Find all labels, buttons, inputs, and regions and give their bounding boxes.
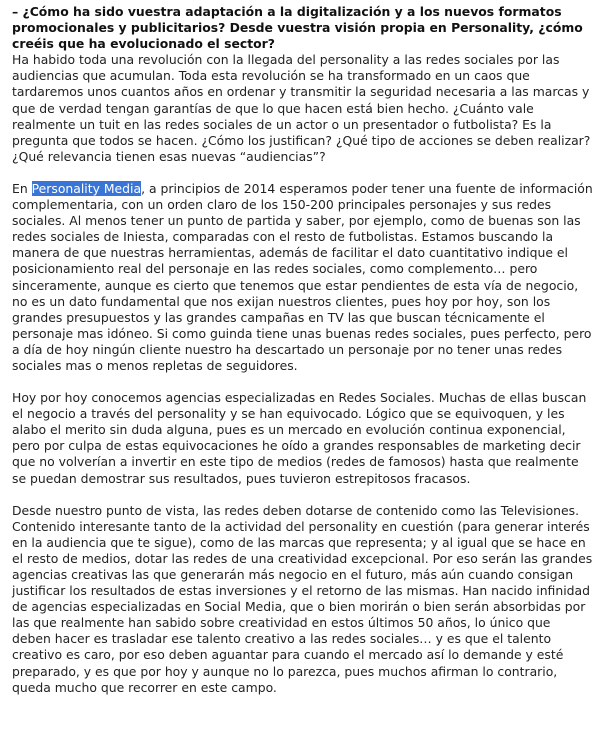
paragraph-2-rest: , a principios de 2014 esperamos poder tener una fuente de información complementaria, con un orden claro de los 150-200 principales personajes y sus redes sociales. Al menos tener un punto de partida y saber, por ejemplo, como de buenas son las redes sociales de Iniesta, comparadas con el resto de futbolistas. Estamos buscando la manera de que nuestras herramientas, además de facilitar el dato cuantitativo indique el posicionamiento real del personaje en las redes sociales, como complemento… pero sinceramente, aunque es cierto que tenemos que estar pendientes de esta vía de negocio, no es un dato fundamental que nos exijan nuestros clientes, pues hoy por hoy, son los grandes presupuestos y las grandes campañas en TV las que buscan técnicamente el personaje mas idóneo. Si como guinda tiene unas buenas redes sociales, pues perfecto, pero a día de hoy ningún cliente nuestro ha descartado un personaje por no tener unas redes sociales mas o menos repletas de seguidores.	[12, 180, 593, 373]
answer-paragraph-1: Ha habido toda una revolución con la llegada del personality a las redes sociales por las audiencias que acumulan. Toda esta revolución se ha transformado en un caos que tardaremos unos cuantos años en ordenar y transmitir la seguridad necesaria a las marcas y que de verdad tengan garantías de que lo que hacen está bien hecho. ¿Cuánto vale realmente un tuit en las redes sociales de un actor o un presentador o futbolista? Es la pregunta que todos se hacen. ¿Cómo los justifican? ¿Qué tipo de acciones se deben realizar? ¿Qué relevancia tienen esas nuevas “audiencias”?	[12, 52, 591, 164]
answer-paragraph-2	[12, 181, 593, 374]
highlighted-text-selection[interactable]: Personality Media	[31, 180, 142, 196]
answer-paragraph-3: Hoy por hoy conocemos agencias especializadas en Redes Sociales. Muchas de ellas buscan el negocio a través del personality y se han equivocado. Lógico que se equivoquen, y les alabo el merito sin duda alguna, pues es un mercado en evolución continua exponencial, pero por culpa de estas equivocaciones he oído a grandes responsables de marketing decir que no volverían a invertir en este tipo de medios (redes de famosos) hasta que realmente se puedan demostrar sus resultados, pues tuvieron estrepitosos fracasos.	[12, 390, 587, 486]
interview-question: – ¿Cómo ha sido vuestra adaptación a la digitalización y a los nuevos formatos promocionales y publicitarios? Desde vuestra visión propia en Personality, ¿cómo creéis que ha evolucionado el sector?	[12, 4, 583, 52]
paragraph-2-lead: En	[12, 180, 32, 196]
answer-paragraph-4: Desde nuestro punto de vista, las redes deben dotarse de contenido como las Televisiones. Contenido interesante tanto de la actividad del personality en cuestión (para generar interés en la audiencia que te sigue), como de las marcas que representa; y al igual que se hace en el resto de medios, dotar las redes de una creatividad excepcional. Por eso serán las grandes agencias creativas las que generarán más negocio en el futuro, más aún cuando consigan justificar los resultados de estas inversiones y el retorno de las mismas. Han nacido infinidad de agencias especializadas en Social Media, que o bien morirán o bien serán absorbidas por las que realmente han sabido sobre creatividad en estos últimos 50 años, lo único que deben hacer es trasladar ese talento creativo a las redes sociales… y es que el talento creativo es caro, por eso deben aguantar para cuando el mercado así lo demande y esté preparado, y es que por hoy y aunque no lo parezca, pues muchos afirman lo contrario, queda mucho que recorrer en este campo.	[12, 502, 593, 695]
